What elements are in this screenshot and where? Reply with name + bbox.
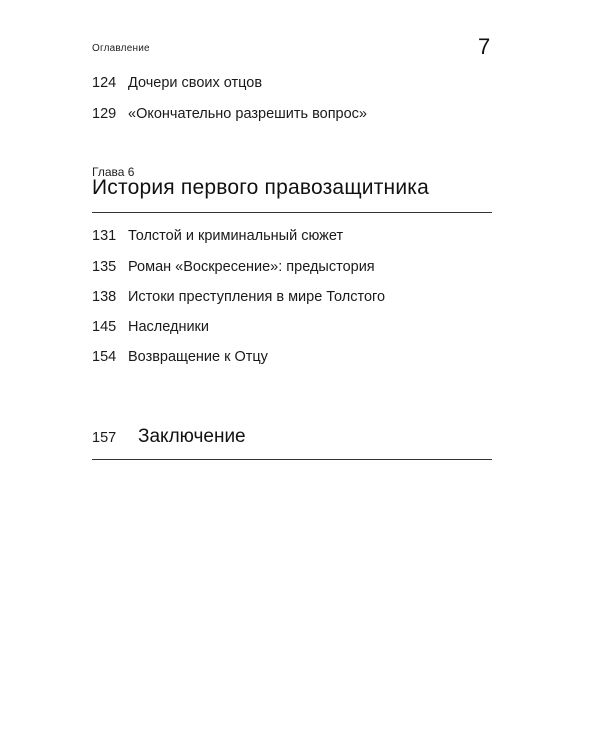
page-number: 7 xyxy=(478,34,491,59)
conclusion-rule xyxy=(92,459,492,460)
toc-entry-title: Дочери своих отцов xyxy=(128,75,263,91)
chapter-rule xyxy=(92,212,492,213)
toc-entry-page: 154 xyxy=(92,349,117,365)
toc-entry xyxy=(92,319,209,335)
toc-entry xyxy=(92,349,268,365)
toc-entry-page: 135 xyxy=(92,259,117,275)
toc-entry-page: 145 xyxy=(92,319,117,335)
toc-entry-title: Истоки преступления в мире Толстого xyxy=(128,289,386,305)
toc-entry-title: Возвращение к Отцу xyxy=(128,349,268,365)
toc-entry-page: 124 xyxy=(92,75,117,91)
toc-entry-title: «Окончательно разрешить вопрос» xyxy=(128,106,367,122)
toc-entry-page: 138 xyxy=(92,289,117,305)
conclusion-title: Заключение xyxy=(138,426,246,447)
conclusion-entry xyxy=(92,426,246,448)
toc-entry-page: 131 xyxy=(92,228,117,244)
toc-entry xyxy=(92,106,367,122)
toc-entry xyxy=(92,259,375,275)
running-head: Оглавление xyxy=(92,43,150,54)
toc-entry-title: Роман «Воскресение»: предыстория xyxy=(128,259,375,275)
conclusion-page: 157 xyxy=(92,430,117,446)
toc-entry xyxy=(92,75,262,91)
chapter-label: Глава 6 xyxy=(92,165,135,179)
toc-entry-title: Наследники xyxy=(128,319,210,335)
toc-entry xyxy=(92,228,343,244)
toc-entry-page: 129 xyxy=(92,106,117,122)
chapter-title: История первого правозащитника xyxy=(92,176,429,199)
toc-entry xyxy=(92,289,385,305)
toc-entry-title: Толстой и криминальный сюжет xyxy=(128,228,344,244)
